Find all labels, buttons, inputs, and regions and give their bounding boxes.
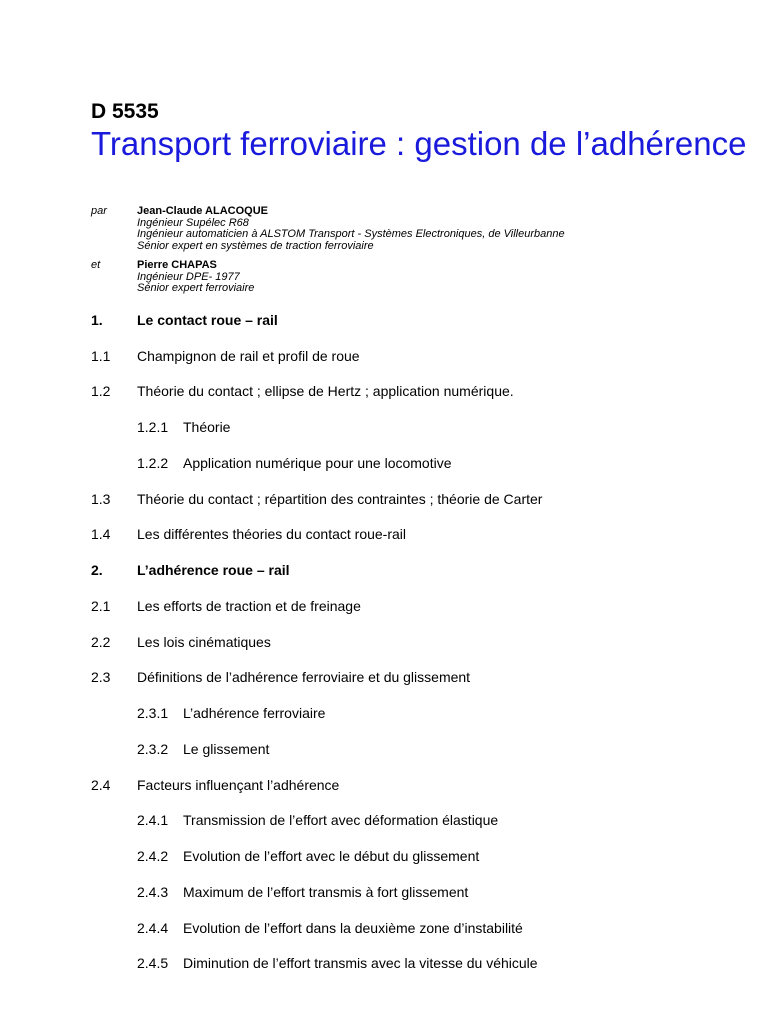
toc-item-text: Théorie [183,419,231,436]
document-code: D 5535 [91,100,159,123]
toc-item-text: L’adhérence ferroviaire [183,705,326,722]
toc-item-number: 1.4 [91,526,111,543]
toc-item [91,660,751,696]
toc-item [91,338,751,374]
toc-item [91,552,751,588]
toc-item-number: 2.3.2 [137,740,169,757]
toc-item-text: Facteurs influençant l’adhérence [137,776,340,793]
toc-item [91,838,751,874]
author-role: par [91,205,107,217]
toc-item [91,517,751,553]
toc-item [91,910,751,946]
toc-item-number: 2. [91,562,103,579]
toc-item-text: Maximum de l’effort transmis à fort glissement [183,883,469,900]
toc-item [91,946,751,982]
toc-item-text: Théorie du contact ; répartition des contraintes ; théorie de Carter [137,490,543,507]
toc-item [91,481,751,517]
toc-item-text: Diminution de l’effort transmis avec la vitesse du véhicule [183,955,538,972]
toc-item-text: Les lois cinématiques [137,633,271,650]
table-of-contents [91,302,751,981]
toc-item-number: 2.4.4 [137,919,169,936]
toc-item [91,803,751,839]
author-credential: Ingénieur DPE- 1977 [137,270,240,283]
toc-item-text: Application numérique pour une locomotive [183,454,452,471]
toc-item-number: 1. [91,311,103,328]
document-title: Transport ferroviaire : gestion de l’adhérence [91,125,747,162]
author-name: Jean-Claude ALACOQUE [137,205,269,217]
toc-item [91,874,751,910]
toc-item [91,588,751,624]
toc-item-text: Transmission de l’effort avec déformation élastique [183,812,499,829]
toc-item-number: 1.2.2 [137,454,169,471]
toc-item-number: 2.4.2 [137,848,169,865]
toc-item-number: 2.2 [91,633,111,650]
author-credential: Sénior expert en systèmes de traction ferroviaire [137,239,374,252]
toc-item [91,695,751,731]
toc-item-number: 2.3.1 [137,705,169,722]
toc-item-text: Evolution de l’effort avec le début du glissement [183,848,480,865]
toc-item-text: Le contact roue – rail [137,311,278,328]
toc-item [91,409,751,445]
toc-item-text: L’adhérence roue – rail [137,562,290,579]
toc-item [91,731,751,767]
author-credential: Ingénieur Supélec R68 [137,216,249,229]
toc-item [91,302,751,338]
toc-item-text: Théorie du contact ; ellipse de Hertz ; application numérique. [137,383,514,400]
toc-item-number: 1.3 [91,490,111,507]
toc-item-number: 1.2.1 [137,419,169,436]
author-credential: Sénior expert ferroviaire [137,282,255,294]
toc-item-text: Champignon de rail et profil de roue [137,347,360,364]
author-credential: Ingénieur automaticien à ALSTOM Transport - Systèmes Electroniques, de Villeurbanne [137,228,565,240]
toc-item-number: 2.4.1 [137,812,169,829]
toc-item-number: 2.1 [91,597,111,614]
toc-item-text: Les efforts de traction et de freinage [137,597,361,614]
toc-item-number: 1.1 [91,347,111,364]
toc-item [91,767,751,803]
toc-item-number: 2.4.3 [137,883,169,900]
toc-item [91,624,751,660]
toc-item-number: 2.4 [91,776,111,793]
toc-item-text: Définitions de l’adhérence ferroviaire et du glissement [137,669,471,686]
author-name: Pierre CHAPAS [137,259,217,271]
toc-item-text: Le glissement [183,740,270,757]
toc-item-number: 1.2 [91,383,111,400]
author-role: et [91,259,101,271]
toc-item-text: Les différentes théories du contact roue-rail [137,526,407,543]
toc-item-number: 2.4.5 [137,955,169,972]
toc-item-number: 2.3 [91,669,111,686]
toc-item-text: Evolution de l’effort dans la deuxième zone d’instabilité [183,919,523,936]
toc-item [91,374,751,410]
toc-item [91,445,751,481]
